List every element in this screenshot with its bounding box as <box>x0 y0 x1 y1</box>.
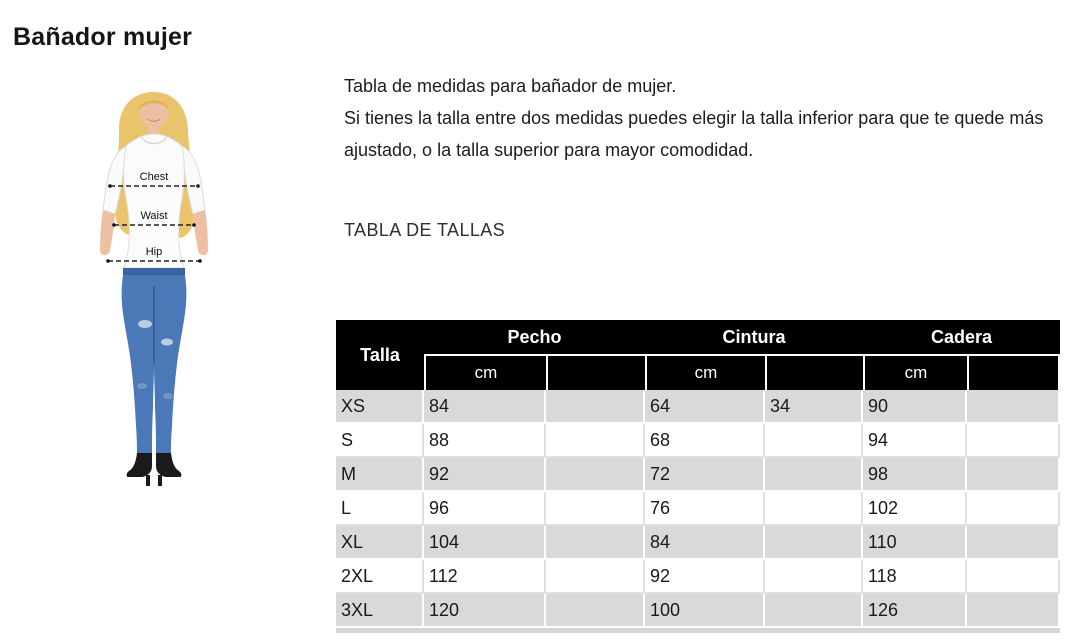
measure-cell: 88 <box>424 424 546 458</box>
unit-header-cintura-extra <box>765 354 863 390</box>
measure-cell: 84 <box>424 390 546 424</box>
size-cell: XL <box>336 526 424 560</box>
table-bottom-edge <box>336 628 1060 633</box>
size-cell: S <box>336 424 424 458</box>
measure-cell <box>765 594 863 628</box>
table-row <box>336 560 1060 594</box>
measure-cell: 98 <box>863 458 967 492</box>
measure-cell: 92 <box>645 560 765 594</box>
table-row <box>336 424 1060 458</box>
unit-header-pecho-extra <box>546 354 645 390</box>
col-header-cadera: Cadera <box>930 326 993 347</box>
measure-cell <box>967 560 1060 594</box>
size-cell: 3XL <box>336 594 424 628</box>
section-title: TABLA DE TALLAS <box>344 220 506 240</box>
size-cell: XS <box>336 390 424 424</box>
waist-label: Waist <box>140 210 168 222</box>
measure-cell: 64 <box>645 390 765 424</box>
measure-cell <box>765 492 863 526</box>
measure-cell: 76 <box>645 492 765 526</box>
table-row <box>336 594 1060 628</box>
measure-cell: 96 <box>424 492 546 526</box>
measure-cell: 84 <box>645 526 765 560</box>
col-header-cintura: Cintura <box>722 326 786 347</box>
measure-cell: 126 <box>863 594 967 628</box>
measure-cell <box>765 424 863 458</box>
table-row <box>336 526 1060 560</box>
measure-cell: 112 <box>424 560 546 594</box>
hip-label: Hip <box>145 246 163 258</box>
measure-cell <box>546 594 645 628</box>
table-row <box>336 390 1060 424</box>
size-table-header <box>336 320 1060 390</box>
measure-cell <box>765 526 863 560</box>
measure-cell: 68 <box>645 424 765 458</box>
size-cell: M <box>336 458 424 492</box>
size-cell: L <box>336 492 424 526</box>
measure-cell <box>546 526 645 560</box>
measure-cell <box>546 424 645 458</box>
page-title: Bañador mujer <box>13 22 193 51</box>
table-row <box>336 492 1060 526</box>
size-table-body <box>336 390 1060 628</box>
chest-label: Chest <box>139 171 169 183</box>
measure-cell: 92 <box>424 458 546 492</box>
measure-cell <box>967 390 1060 424</box>
measure-cell: 118 <box>863 560 967 594</box>
measure-cell <box>546 560 645 594</box>
measure-cell <box>765 458 863 492</box>
measure-cell <box>546 390 645 424</box>
measure-cell <box>967 458 1060 492</box>
measure-cell: 90 <box>863 390 967 424</box>
measure-cell <box>967 594 1060 628</box>
measure-cell: 100 <box>645 594 765 628</box>
model-figure-svg <box>58 86 280 501</box>
measure-cell: 34 <box>765 390 863 424</box>
unit-header-cadera-extra <box>967 354 1060 390</box>
intro-line-2: Si tienes la talla entre dos medidas puedes elegir la talla inferior para que te quede más ajustado, o la talla superior para mayor comodidad. <box>344 108 1044 160</box>
col-header-pecho: Pecho <box>507 326 562 347</box>
measure-cell <box>967 424 1060 458</box>
measure-cell: 110 <box>863 526 967 560</box>
size-table <box>336 320 1060 628</box>
measure-cell: 102 <box>863 492 967 526</box>
unit-header-cadera-cm: cm <box>863 354 967 390</box>
measure-cell <box>546 492 645 526</box>
measure-cell: 72 <box>645 458 765 492</box>
col-header-talla: Talla <box>360 344 400 365</box>
intro-text <box>344 70 1076 166</box>
measure-cell: 120 <box>424 594 546 628</box>
table-row <box>336 458 1060 492</box>
measure-cell <box>765 560 863 594</box>
model-figure <box>100 92 208 486</box>
measure-cell <box>546 458 645 492</box>
unit-header-pecho-cm: cm <box>424 354 546 390</box>
measure-cell <box>967 492 1060 526</box>
size-guide-model-image <box>58 86 280 501</box>
size-cell: 2XL <box>336 560 424 594</box>
intro-line-1: Tabla de medidas para bañador de mujer. <box>344 76 677 96</box>
measure-cell <box>967 526 1060 560</box>
measure-cell: 104 <box>424 526 546 560</box>
measure-cell: 94 <box>863 424 967 458</box>
unit-header-cintura-cm: cm <box>645 354 765 390</box>
